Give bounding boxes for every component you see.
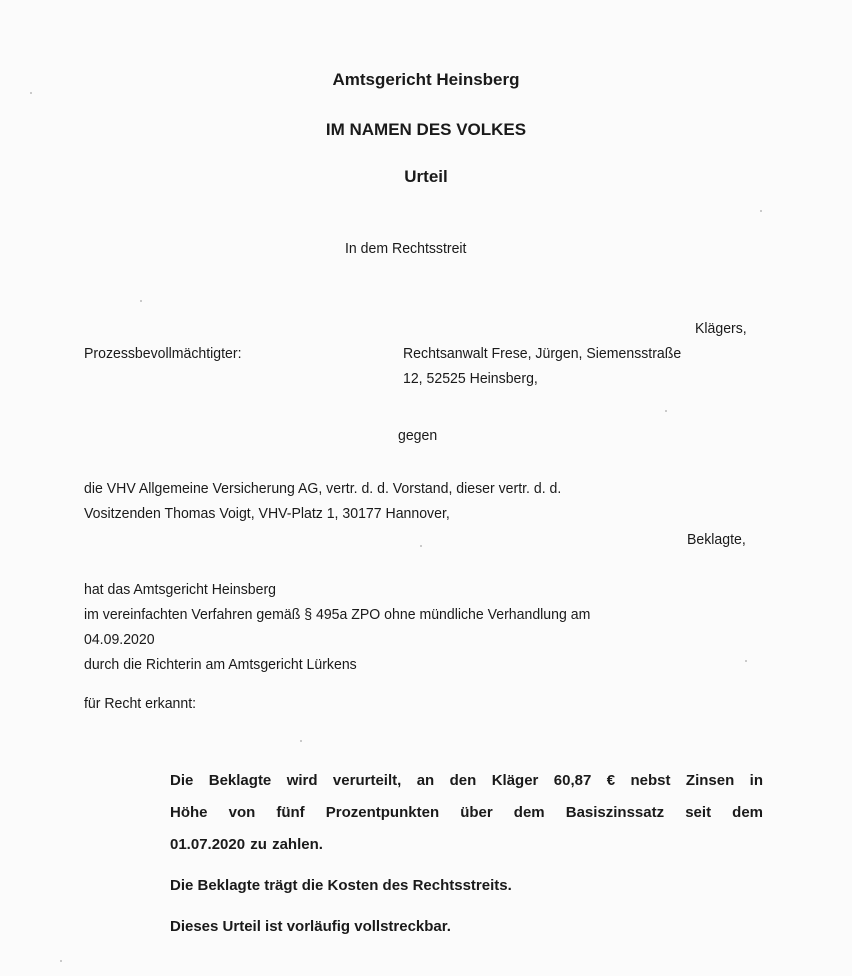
procedure-line-1: hat das Amtsgericht Heinsberg (84, 581, 277, 598)
tenor-enforceability: Dieses Urteil ist vorläufig vollstreckbar. (170, 918, 451, 935)
procedure-line-2: im vereinfachten Verfahren gemäß § 495a ZPO ohne mündliche Verhandlung am (84, 606, 591, 623)
tenor-paragraph-1 (170, 765, 763, 861)
scan-speck (420, 545, 422, 547)
procedure-judge: durch die Richterin am Amtsgericht Lürkens (84, 656, 357, 673)
scan-speck (140, 300, 142, 302)
scan-speck (665, 410, 667, 412)
procedure-decision: für Recht erkannt: (84, 695, 197, 712)
versus-text: gegen (398, 427, 438, 444)
plaintiff-role: Klägers, (695, 320, 747, 337)
judgment-formula: IM NAMEN DES VOLKES (325, 120, 527, 139)
tenor-line-1: Die Beklagte wird verurteilt, an den Kläger 60,87 € nebst Zinsen in (170, 772, 763, 789)
tenor-line-3: 01.07.2020 zu zahlen. (170, 836, 323, 853)
procedure-date: 04.09.2020 (84, 631, 155, 648)
scan-speck (30, 92, 32, 94)
court-name: Amtsgericht Heinsberg (332, 70, 520, 89)
scan-speck (745, 660, 747, 662)
scan-speck (300, 740, 302, 742)
counsel-label: Prozessbevollmächtigter: (84, 345, 242, 362)
counsel-line-2: 12, 52525 Heinsberg, (403, 370, 538, 387)
counsel-line-1: Rechtsanwalt Frese, Jürgen, Siemensstraße (403, 345, 682, 362)
intro-text: In dem Rechtsstreit (345, 240, 467, 257)
defendant-line-1: die VHV Allgemeine Versicherung AG, vertr. d. d. Vorstand, dieser vertr. d. d. (84, 480, 562, 497)
document-type: Urteil (404, 167, 448, 186)
defendant-role: Beklagte, (687, 531, 746, 548)
scan-speck (760, 210, 762, 212)
scan-speck (60, 960, 62, 962)
defendant-line-2: Vositzenden Thomas Voigt, VHV-Platz 1, 30177 Hannover, (84, 505, 450, 522)
tenor-costs: Die Beklagte trägt die Kosten des Rechtsstreits. (170, 877, 512, 894)
tenor-line-2: Höhe von fünf Prozentpunkten über dem Basiszinssatz seit dem (170, 804, 763, 821)
